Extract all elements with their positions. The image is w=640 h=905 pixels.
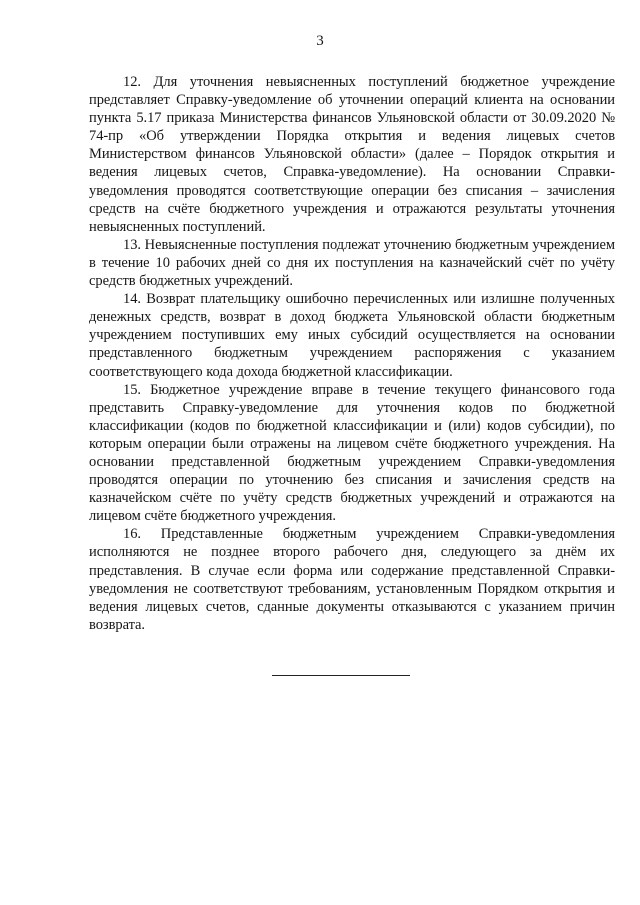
paragraph-16: 16. Представленные бюджетным учреждением Справки-уведомления исполняются не позднее второго рабочего дня, следующего за днём их представления. В случае если форма или содержание представленной Справки-уведомления не соответствуют требованиям, установленным Порядком открытия и ведения лицевых счетов, сданные документы отказываются с указанием причин возврата. — [89, 526, 615, 633]
paragraph-14: 14. Возврат плательщику ошибочно перечисленных или излишне полученных денежных средств, возврат в доход бюджета Ульяновской области бюджетным учреждением поступивших ему иных субсидий осуществляется на основании представленного бюджетным учреждением распоряжения с указанием соответствующего кода дохода бюджетной классификации. — [89, 291, 615, 380]
paragraph-12: 12. Для уточнения невыясненных поступлений бюджетное учреждение представляет Справку-уведомление об уточнении операций клиента на основании пункта 5.17 приказа Министерства финансов Ульяновской области от 30.09.2020 № 74-пр «Об утверждении Порядка открытия и ведения лицевых счетов Министерством финансов Ульяновской области» (далее – Порядок открытия и ведения лицевых счетов, Справка-уведомление). На основании Справки-уведомления проводятся соответствующие операции без списания – зачисления средств на счёте бюджетного учреждения и отражаются результаты уточнения невыясненных поступлений. — [89, 74, 615, 235]
paragraph-13: 13. Невыясненные поступления подлежат уточнению бюджетным учреждением в течение 10 рабочих дней со дня их поступления на казначейский счёт по учёту средств бюджетных учреждений. — [89, 236, 615, 290]
end-divider-line — [272, 675, 410, 676]
document-body — [89, 73, 615, 634]
paragraph-15: 15. Бюджетное учреждение вправе в течение текущего финансового года представить Справку-уведомление для уточнения кодов по бюджетной классификации (кодов по бюджетной классификации и (или) кодов субсидии), по которым операции были отражены на лицевом счёте бюджетного учреждения. На основании представленной бюджетным учреждением Справки-уведомления проводятся операции по уточнению без списания и зачисления средств на казначейском счёте по учёту средств бюджетных учреждений и отражаются на лицевом счёте бюджетного учреждения. — [89, 381, 615, 525]
page-number: 3 — [316, 33, 324, 49]
